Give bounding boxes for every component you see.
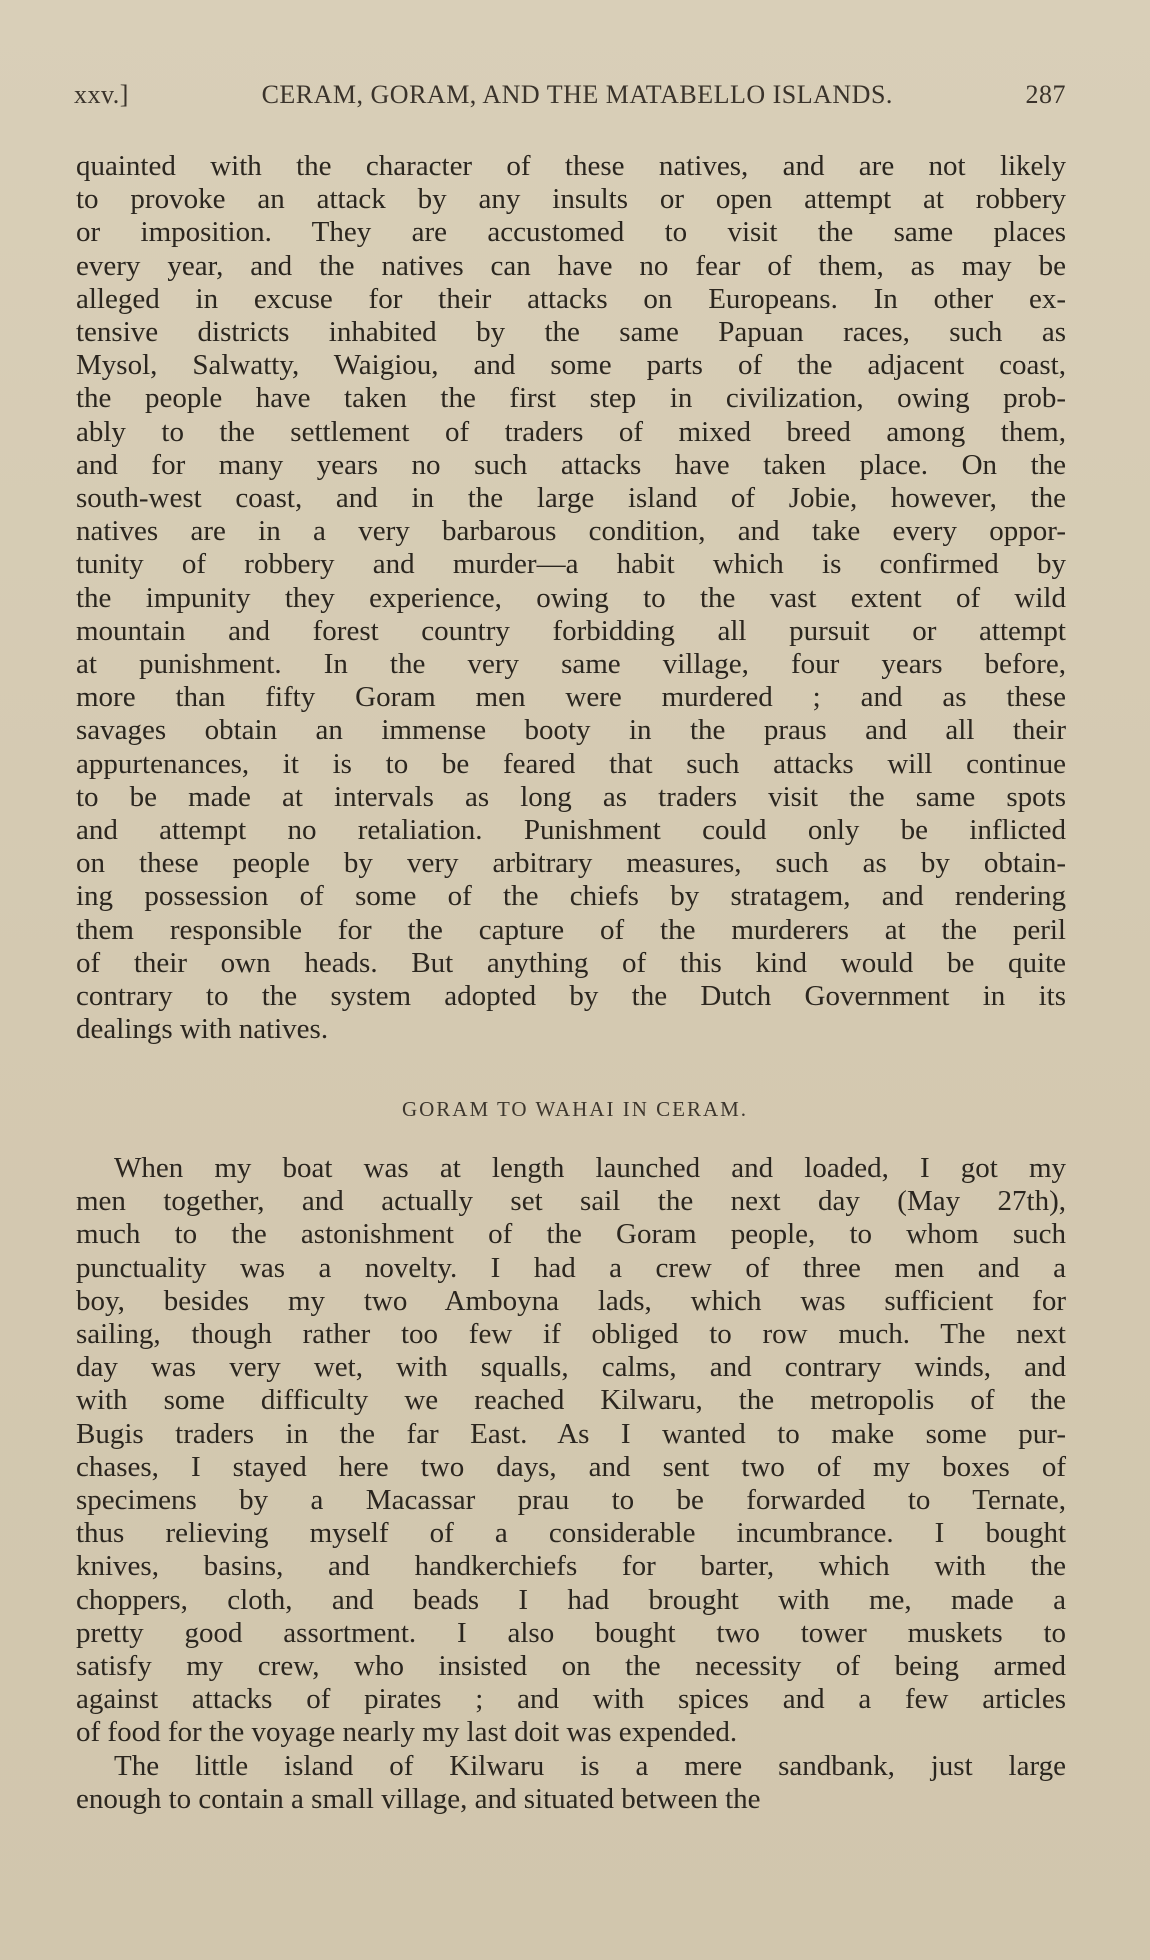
text-line: the impunity they experience, owing to the vast extent of wild — [76, 581, 1066, 614]
text-line: specimens by a Macassar prau to be forwarded to Ternate, — [76, 1484, 1066, 1517]
text-line: the people have taken the first step in civilization, owing prob- — [76, 382, 1066, 415]
text-line: every year, and the natives can have no fear of them, as may be — [76, 249, 1066, 282]
text-line: more than fifty Goram men were murdered ; and as these — [76, 681, 1066, 714]
text-line: satisfy my crew, who insisted on the necessity of being armed — [76, 1650, 1066, 1683]
text-line: to provoke an attack by any insults or open attempt at robbery — [76, 183, 1066, 216]
text-line: mountain and forest country forbidding all pursuit or attempt — [76, 614, 1066, 647]
text-line: of their own heads. But anything of this kind would be quite — [76, 946, 1066, 979]
text-line: of food for the voyage nearly my last doit was expended. — [76, 1716, 738, 1749]
text-line: and attempt no retaliation. Punishment could only be inflicted — [76, 814, 1066, 847]
text-line: on these people by very arbitrary measures, such as by obtain- — [76, 847, 1066, 880]
running-head — [74, 80, 1066, 110]
text-line: chases, I stayed here two days, and sent two of my boxes of — [76, 1450, 1066, 1483]
text-line: punctuality was a novelty. I had a crew of three men and a — [76, 1251, 1066, 1284]
text-line: boy, besides my two Amboyna lads, which was sufficient for — [76, 1284, 1066, 1317]
text-line: quainted with the character of these natives, and are not likely — [76, 150, 1066, 182]
page-title: CERAM, GORAM, AND THE MATABELLO ISLANDS. — [261, 80, 893, 109]
text-line: dealings with natives. — [76, 1013, 329, 1046]
page-number: 287 — [1025, 80, 1066, 109]
text-line: choppers, cloth, and beads I had brought with me, made a — [76, 1583, 1066, 1616]
text-line: Bugis traders in the far East. As I wanted to make some pur- — [76, 1417, 1066, 1450]
text-line: contrary to the system adopted by the Dutch Government in its — [76, 980, 1066, 1013]
text-line: thus relieving myself of a considerable incumbrance. I bought — [76, 1517, 1066, 1550]
chapter-number: xxv.] — [74, 80, 129, 109]
section-heading: GORAM TO WAHAI IN CERAM. — [401, 1097, 749, 1121]
text-line: tunity of robbery and murder—a habit which is confirmed by — [76, 548, 1066, 581]
text-line: with some difficulty we reached Kilwaru, the metropolis of the — [76, 1384, 1066, 1417]
text-line: and for many years no such attacks have taken place. On the — [76, 448, 1066, 481]
text-line: Mysol, Salwatty, Waigiou, and some parts of the adjacent coast, — [76, 349, 1066, 382]
text-line: day was very wet, with squalls, calms, and contrary winds, and — [76, 1351, 1066, 1384]
text-line: against attacks of pirates ; and with spices and a few articles — [76, 1683, 1066, 1716]
text-line: alleged in excuse for their attacks on Europeans. In other ex- — [76, 282, 1066, 315]
text-line: them responsible for the capture of the murderers at the peril — [76, 913, 1066, 946]
text-line: enough to contain a small village, and situated between the — [76, 1782, 761, 1815]
text-line: much to the astonishment of the Goram people, to whom such — [76, 1218, 1066, 1251]
text-line: south-west coast, and in the large island of Jobie, however, the — [76, 482, 1066, 515]
text-line: to be made at intervals as long as traders visit the same spots — [76, 780, 1066, 813]
text-line: appurtenances, it is to be feared that such attacks will continue — [76, 747, 1066, 780]
text-line: at punishment. In the very same village, four years before, — [76, 648, 1066, 681]
text-line: tensive districts inhabited by the same Papuan races, such as — [76, 316, 1066, 349]
text-line: ably to the settlement of traders of mixed breed among them, — [76, 415, 1066, 448]
text-line: When my boat was at length launched and loaded, I got my — [114, 1152, 1066, 1184]
text-line: knives, basins, and handkerchiefs for barter, which with the — [76, 1550, 1066, 1583]
text-line: natives are in a very barbarous condition, and take every oppor- — [76, 515, 1066, 548]
text-line: sailing, though rather too few if obliged to row much. The next — [76, 1318, 1066, 1351]
paragraph-continued — [76, 150, 1066, 1046]
text-line: pretty good assortment. I also bought two tower muskets to — [76, 1616, 1066, 1649]
text-line: men together, and actually set sail the next day (May 27th), — [76, 1185, 1066, 1218]
text-line: ing possession of some of the chiefs by stratagem, and rendering — [76, 880, 1066, 913]
text-line: savages obtain an immense booty in the praus and all their — [76, 714, 1066, 747]
text-line: The little island of Kilwaru is a mere sandbank, just large — [114, 1749, 1066, 1782]
text-line: or imposition. They are accustomed to visit the same places — [76, 216, 1066, 249]
paragraph-block — [76, 1152, 1066, 1816]
